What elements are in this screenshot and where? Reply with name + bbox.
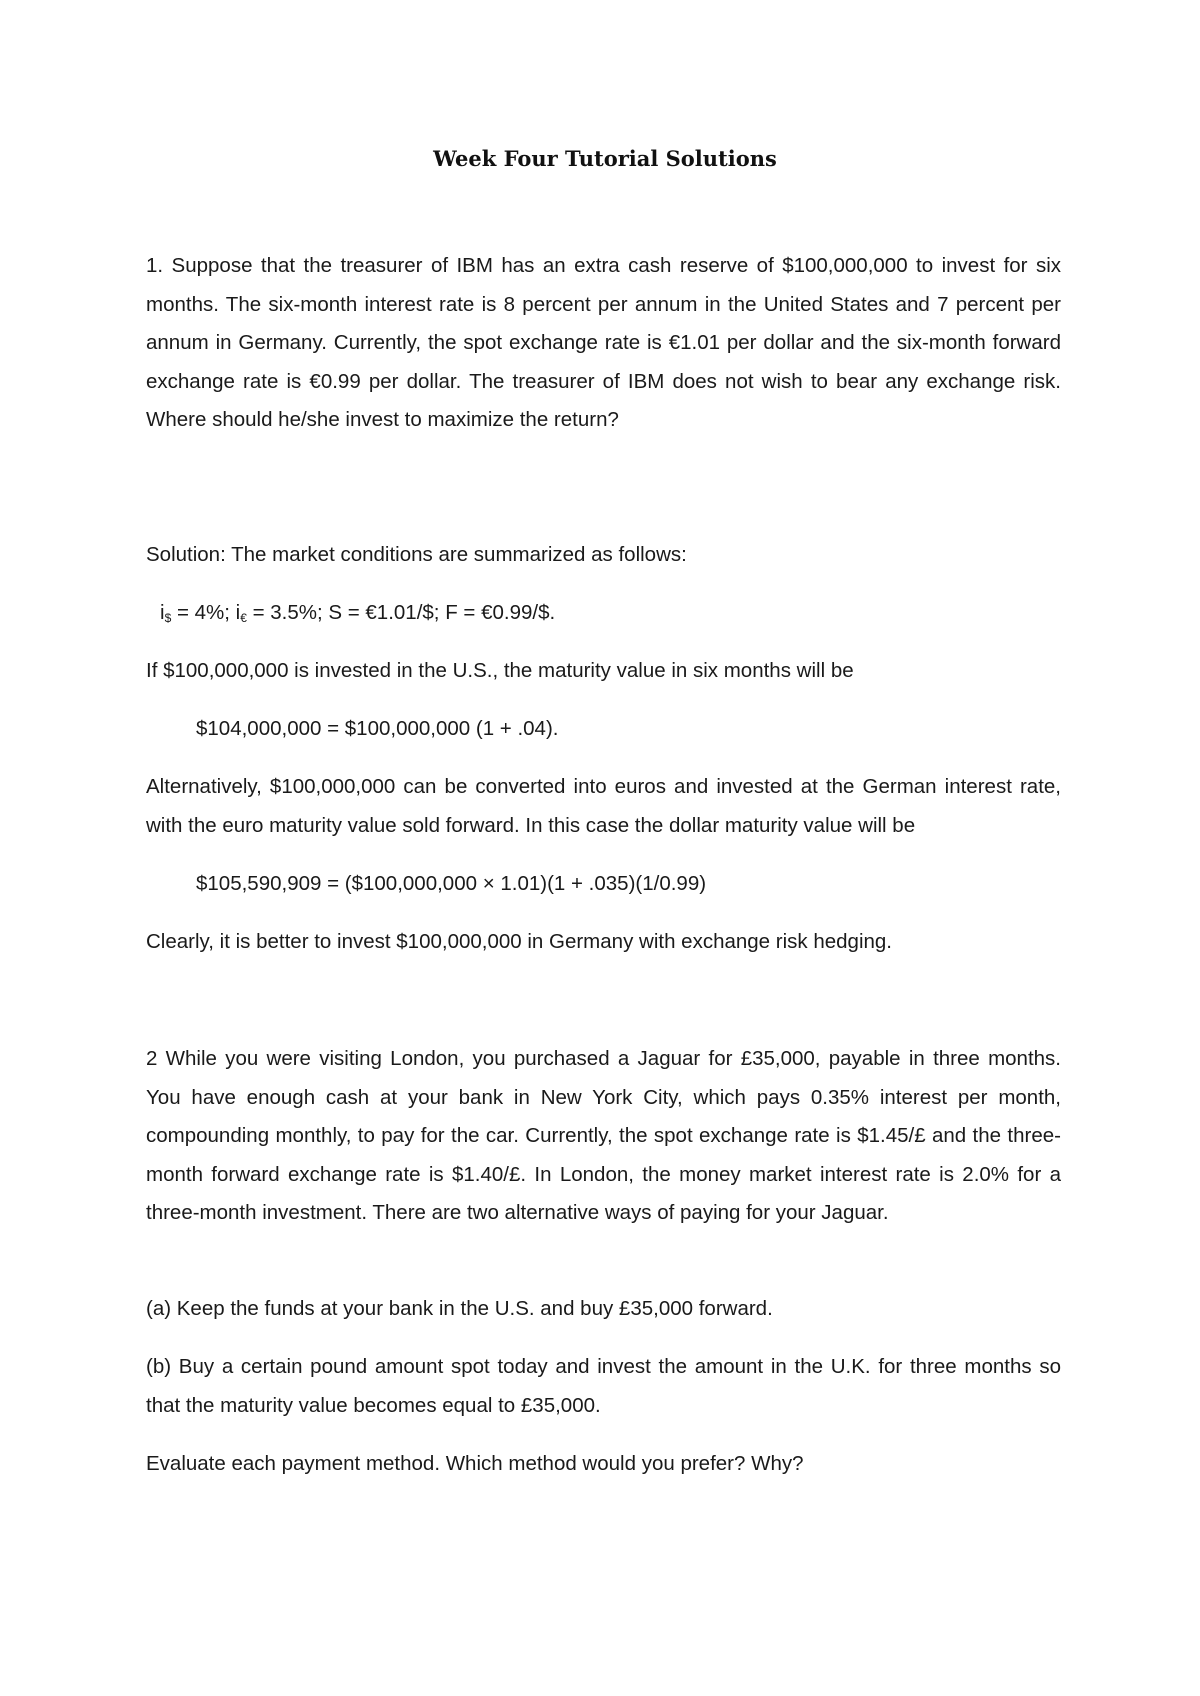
page-title: Week Four Tutorial Solutions (433, 146, 777, 171)
german-maturity-formula: $105,590,909 = ($100,000,000 × 1.01)(1 + .035)(1/0.99) (196, 872, 707, 895)
conditions-part-2: = 3.5%; S = €1.01/$; F = €0.99/$. (246, 601, 556, 624)
euro-subscript: € (240, 611, 247, 625)
option-b-text: (b) Buy a certain pound amount spot today and invest the amount in the U.K. for three months so that the maturity value becomes equal to £35,000. (146, 1355, 1061, 1417)
conditions-part-1: = 4%; (171, 601, 236, 624)
question-1-text: 1. Suppose that the treasurer of IBM has an extra cash reserve of $100,000,000 to invest for six months. The six-month interest rate is 8 percent per annum in the United States and 7 percent per annum in Germany. Currently, the spot exchange rate is €1.01 per dollar and the six-month forward exchange rate is €0.99 per dollar. The treasurer of IBM does not wish to bear any exchange risk. Where should he/she invest to maximize the return? (146, 254, 1061, 431)
option-a-text: (a) Keep the funds at your bank in the U.S. and buy £35,000 forward. (146, 1297, 773, 1320)
solution-intro: Solution: The market conditions are summarized as follows: (146, 543, 687, 566)
alternative-text: Alternatively, $100,000,000 can be converted into euros and invested at the German interest rate, with the euro maturity value sold forward. In this case the dollar maturity value will be (146, 775, 1061, 837)
market-conditions (160, 594, 1075, 638)
question-2-text: 2 While you were visiting London, you purchased a Jaguar for £35,000, payable in three months. You have enough cash at your bank in New York City, which pays 0.35% interest per month, compounding monthly, to pay for the car. Currently, the spot exchange rate is $1.45/£ and the three-month forward exchange rate is $1.40/£. In London, the money market interest rate is 2.0% for a three-month investment. There are two alternative ways of paying for your Jaguar. (146, 1047, 1061, 1224)
us-investment-text: If $100,000,000 is invested in the U.S., the maturity value in six months will be (146, 659, 854, 682)
interest-symbol: i (160, 601, 165, 624)
interest-symbol: i (235, 601, 241, 624)
us-maturity-formula: $104,000,000 = $100,000,000 (1 + .04). (196, 717, 559, 740)
dollar-subscript: $ (164, 611, 172, 625)
conclusion-text: Clearly, it is better to invest $100,000,000 in Germany with exchange risk hedging. (146, 930, 892, 953)
evaluate-text: Evaluate each payment method. Which method would you prefer? Why? (146, 1452, 804, 1475)
